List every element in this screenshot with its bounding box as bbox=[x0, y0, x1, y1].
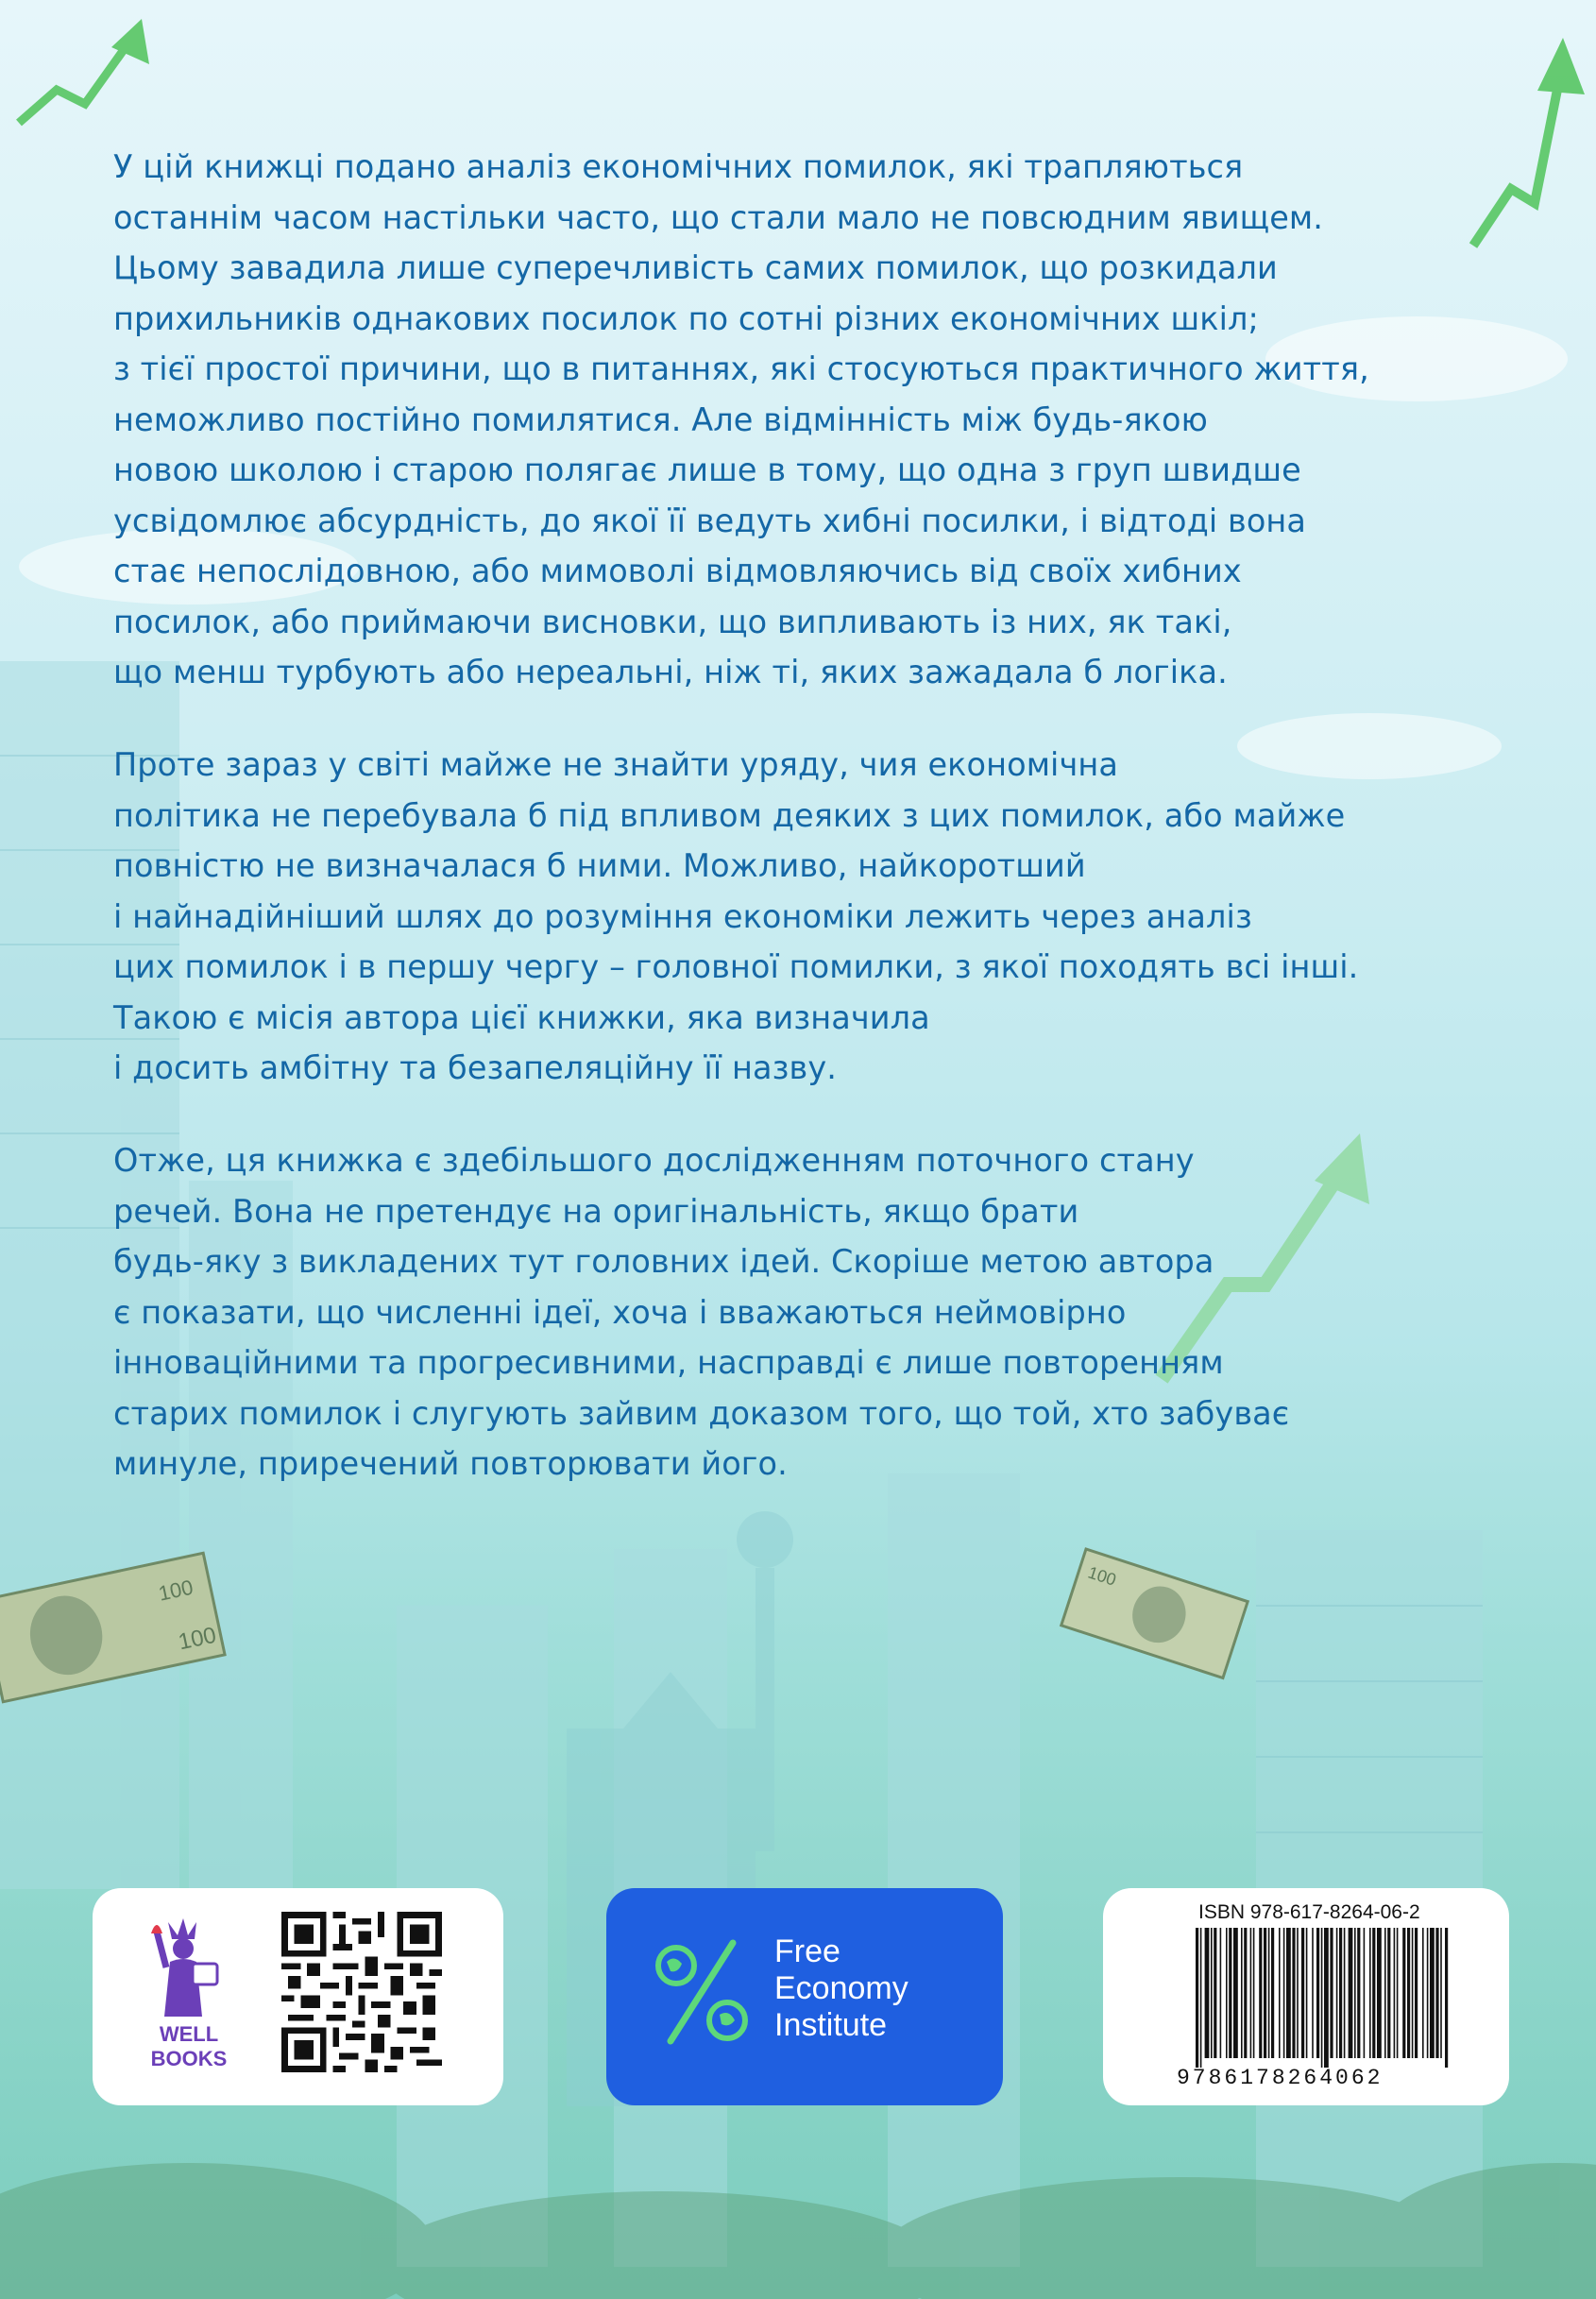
barcode-bar bbox=[1384, 1928, 1386, 2058]
barcode-bar bbox=[1233, 1928, 1238, 2058]
barcode-bar bbox=[1387, 1928, 1390, 2058]
isbn-digits: 9786178264062 bbox=[1177, 2066, 1384, 2090]
barcode-bar bbox=[1292, 1928, 1295, 2058]
barcode-bar bbox=[1336, 1928, 1338, 2058]
paragraph-line: повністю не визначалася б ними. Можливо, найкоротший bbox=[113, 847, 1086, 884]
barcode-bar bbox=[1427, 1928, 1429, 2058]
barcode-bar bbox=[1372, 1928, 1375, 2058]
barcode-bar bbox=[1205, 1928, 1210, 2058]
barcode-bar bbox=[1301, 1928, 1304, 2058]
barcode-bar bbox=[1394, 1928, 1396, 2058]
barcode-bar bbox=[1321, 1928, 1323, 2068]
paragraph-2 bbox=[113, 740, 1483, 1094]
barcode-bar bbox=[1357, 1928, 1360, 2058]
barcode-bar bbox=[1220, 1928, 1222, 2058]
paragraph-line: посилок, або приймаючи висновки, що випливають із них, як такі, bbox=[113, 603, 1232, 640]
paragraph-line: прихильників однакових посилок по сотні різних економічних шкіл; bbox=[113, 299, 1259, 337]
publisher-logo-line: BOOKS bbox=[150, 2047, 228, 2070]
barcode-bar bbox=[1200, 1928, 1202, 2068]
barcode-bar bbox=[1279, 1928, 1281, 2058]
barcode-bar bbox=[1435, 1928, 1438, 2058]
paragraph-line: і найнадійніший шлях до розуміння економіки лежить через аналіз bbox=[113, 897, 1252, 935]
barcode-bar bbox=[1354, 1928, 1356, 2058]
paragraph-line: будь-яку з викладених тут головних ідей. Скоріше метою автора bbox=[113, 1243, 1214, 1280]
barcode-bar bbox=[1422, 1928, 1424, 2058]
qr-code-icon[interactable] bbox=[281, 1912, 442, 2072]
paragraph-line: минуле, приречений повторювати його. bbox=[113, 1445, 788, 1482]
partner-name-line: Free bbox=[774, 1933, 840, 1969]
barcode-bar bbox=[1259, 1928, 1262, 2058]
barcode-bar bbox=[1214, 1928, 1216, 2058]
paragraph-line: інноваційними та прогресивними, насправді є лише повторенням bbox=[113, 1344, 1224, 1381]
partner-name-line: Institute bbox=[774, 2007, 888, 2043]
paragraph-line: цих помилок і в першу чергу – головної помилки, з якої походять всі інші. bbox=[113, 948, 1359, 985]
barcode-bar bbox=[1226, 1928, 1228, 2058]
barcode-bar bbox=[1241, 1928, 1243, 2058]
isbn-card bbox=[1103, 1888, 1509, 2105]
paragraph-line: що менш турбують або нереальні, ніж ті, яких зажадала б логіка. bbox=[113, 654, 1228, 690]
paragraph-1 bbox=[113, 142, 1483, 698]
barcode-bar bbox=[1402, 1928, 1405, 2058]
paragraph-line: У цій книжці подано аналіз економічних помилок, які трапляються bbox=[113, 148, 1244, 185]
barcode-bar bbox=[1244, 1928, 1247, 2058]
paragraph-line: є показати, що численні ідеї, хоча і вважаються неймовірно bbox=[113, 1293, 1127, 1331]
barcode-bar bbox=[1397, 1928, 1399, 2058]
barcode-bar bbox=[1297, 1928, 1299, 2058]
growth-arrow-top-right-icon bbox=[1473, 38, 1585, 246]
barcode-bar bbox=[1369, 1928, 1371, 2058]
paragraph-line: Отже, ця книжка є здебільшого дослідженням поточного стану bbox=[113, 1142, 1195, 1179]
barcode-bar bbox=[1306, 1928, 1308, 2058]
money-bill-right-icon bbox=[1061, 1549, 1248, 1677]
isbn-label: ISBN 978-617-8264-06-2 bbox=[1198, 1901, 1420, 1923]
paragraph-3 bbox=[113, 1135, 1483, 1490]
partner-name bbox=[774, 1933, 908, 2044]
paragraph-line: усвідомлює абсурдність, до якої її ведуть хибні посилки, і відтоді вона bbox=[113, 502, 1307, 539]
barcode-bar bbox=[1364, 1928, 1366, 2058]
barcode-bar bbox=[1250, 1928, 1252, 2058]
paragraph-line: новою школою і старою полягає лише в тому, що одна з груп швидше bbox=[113, 451, 1301, 488]
barcode-bar bbox=[1253, 1928, 1255, 2058]
svg-text:100: 100 bbox=[176, 1622, 219, 1656]
barcode-bar bbox=[1445, 1928, 1448, 2068]
barcode-bar bbox=[1211, 1928, 1213, 2058]
barcode-bar bbox=[1344, 1928, 1346, 2058]
publisher-card bbox=[93, 1888, 503, 2105]
barcode-bar bbox=[1196, 1928, 1198, 2068]
barcode-bar bbox=[1440, 1928, 1442, 2058]
paragraph-line: Проте зараз у світі майже не знайти уряду, чия економічна bbox=[113, 746, 1118, 783]
barcode-bar bbox=[1264, 1928, 1266, 2058]
barcode-bar bbox=[1339, 1928, 1342, 2058]
barcode-bar bbox=[1268, 1928, 1270, 2058]
svg-text:100: 100 bbox=[156, 1575, 195, 1606]
paragraph-line: старих помилок і слугують зайвим доказом того, що той, хто забуває bbox=[113, 1394, 1290, 1432]
percent-globe-icon bbox=[650, 1935, 754, 2049]
paragraph-line: речей. Вона не претендує на оригінальність, якщо брати bbox=[113, 1192, 1079, 1230]
barcode-bar bbox=[1271, 1928, 1274, 2058]
barcode-bar bbox=[1330, 1928, 1333, 2058]
barcode-bar bbox=[1229, 1928, 1231, 2058]
publisher-logo-line: WELL bbox=[159, 2022, 219, 2046]
growth-arrow-top-left-icon bbox=[19, 19, 149, 123]
barcode bbox=[1196, 1928, 1451, 2068]
barcode-bar bbox=[1283, 1928, 1285, 2058]
publisher-logo-text bbox=[145, 2022, 232, 2071]
paragraph-line: і досить амбітну та безапеляційну її назву. bbox=[113, 1049, 838, 1086]
paragraph-line: стає непослідовною, або мимоволі відмовляючись від своїх хибних bbox=[113, 553, 1242, 589]
svg-text:100: 100 bbox=[1085, 1562, 1119, 1590]
paragraph-line: останнім часом настільки часто, що стали мало не повсюдним явищем. bbox=[113, 198, 1324, 236]
barcode-bar bbox=[1286, 1928, 1291, 2058]
paragraph-line: неможливо постійно помилятися. Але відмінність між будь-якою bbox=[113, 400, 1208, 438]
partner-name-line: Economy bbox=[774, 1970, 908, 2006]
statue-of-liberty-icon bbox=[136, 1918, 240, 2022]
barcode-bar bbox=[1349, 1928, 1353, 2058]
barcode-bar bbox=[1430, 1928, 1435, 2058]
barcode-bar bbox=[1312, 1928, 1314, 2058]
paragraph-line: з тієї простої причини, що в питаннях, які стосуються практичного життя, bbox=[113, 350, 1369, 387]
partner-card bbox=[606, 1888, 1003, 2105]
barcode-bar bbox=[1407, 1928, 1410, 2058]
barcode-bar bbox=[1377, 1928, 1382, 2058]
barcode-bar bbox=[1316, 1928, 1319, 2058]
barcode-bar bbox=[1415, 1928, 1418, 2058]
paragraph-line: Такою є місія автора цієї книжки, яка визначила bbox=[113, 998, 930, 1036]
barcode-bar bbox=[1412, 1928, 1414, 2058]
paragraph-line: політика не перебувала б під впливом деяких з цих помилок, або майже bbox=[113, 796, 1346, 834]
barcode-bar bbox=[1324, 1928, 1329, 2068]
paragraph-line: Цьому завадила лише суперечливість самих помилок, що розкидали bbox=[113, 249, 1278, 286]
